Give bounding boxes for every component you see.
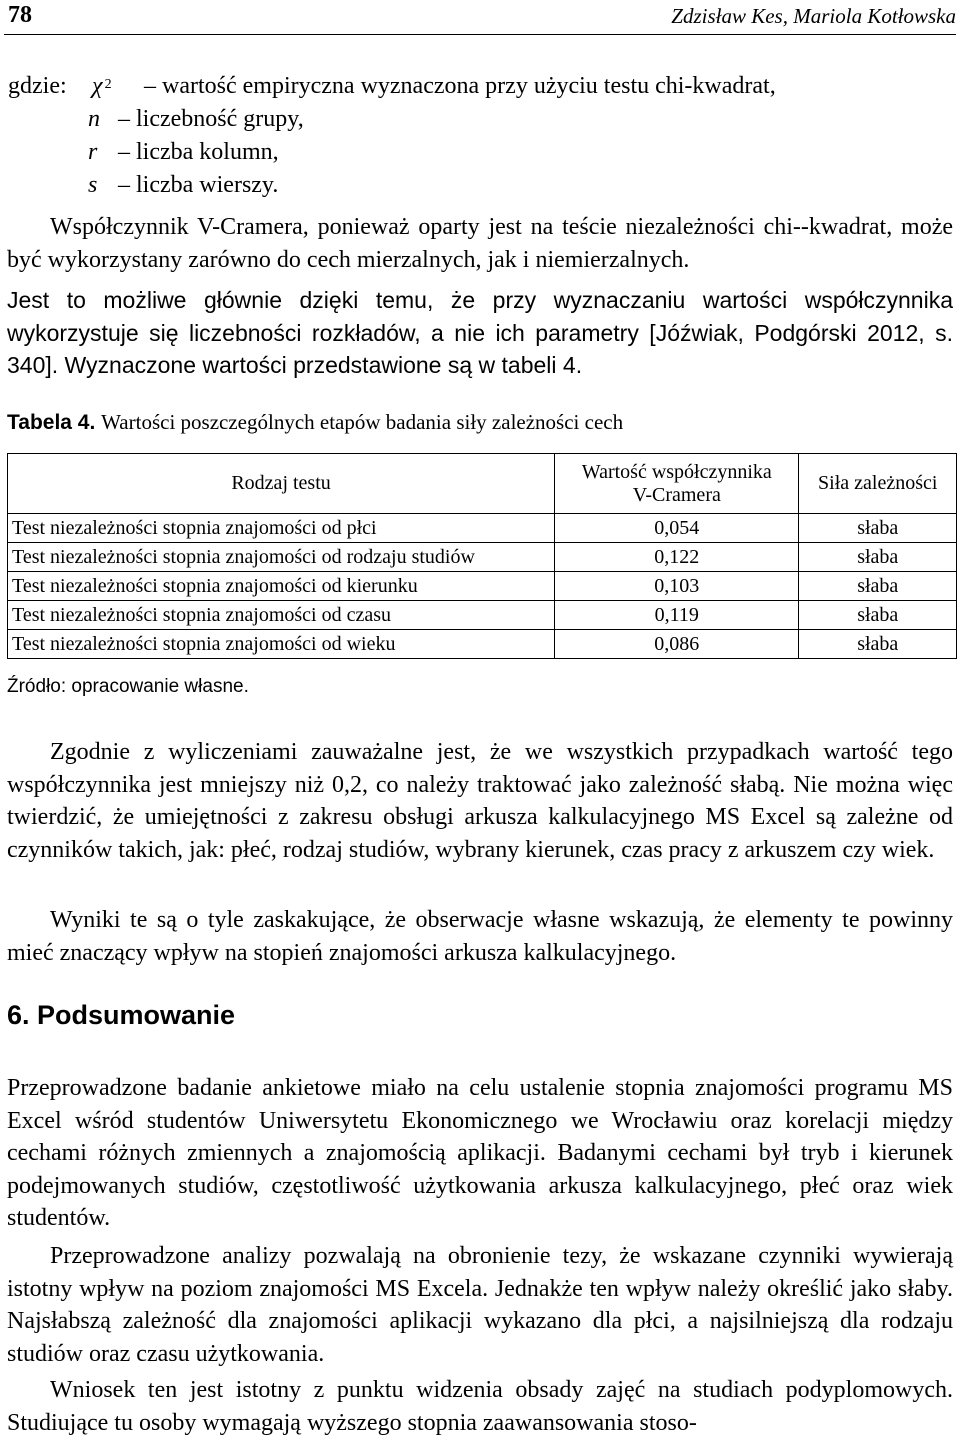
table-row — [8, 543, 957, 572]
cell-value: 0,119 — [555, 601, 799, 630]
paragraph-summary-3: Wniosek ten jest istotny z punktu widzenia obsady zajęć na studiach podyplomowych. Studiujące tu osoby wymagają wyższego stopnia zaawansowania stoso- — [7, 1377, 953, 1436]
cell-strength: słaba — [799, 514, 957, 543]
page-number: 78 — [8, 2, 32, 28]
table-caption-label: Tabela 4. — [7, 411, 96, 434]
definition-symbol: s — [88, 172, 98, 198]
paragraph-conclusion-1: Zgodnie z wyliczeniami zauważalne jest, że we wszystkich przypadkach wartość tego współczynnika jest mniejszy niż 0,2, co należy traktować jako zależność słabą. Nie można więc twierdzić, że umiejętności z zakresu obsługi arkusza kalkulacyjnego MS Excel są zależne od czynników takich, jak: płeć, rodzaj studiów, wybrany kierunek, czas pracy z arkuszem czy wiek. — [7, 739, 953, 863]
paragraph-cramer-detail: Jest to możliwe głównie dzięki temu, że przy wyznaczaniu wartości współczynnika wykorzystuje się liczebności rozkładów, a nie ich parametry [Jóźwiak, Podgórski 2012, s. 340]. Wyznaczone wartości przedstawione są w tabeli 4. — [7, 287, 953, 378]
table-source: Źródło: opracowanie własne. — [7, 676, 249, 697]
definition-symbol: n — [88, 106, 100, 132]
header-strength: Siła zależności — [799, 454, 957, 514]
cell-value: 0,122 — [555, 543, 799, 572]
cell-test: Test niezależności stopnia znajomości od rodzaju studiów — [8, 543, 555, 572]
paragraph-conclusion-2: Wyniki te są o tyle zaskakujące, że obserwacje własne wskazują, że elementy te powinny mieć znaczący wpływ na stopień znajomości arkusza kalkulacyjnego. — [7, 907, 953, 966]
definition-symbol: r — [88, 139, 98, 165]
cell-value: 0,103 — [555, 572, 799, 601]
cell-test: Test niezależności stopnia znajomości od kierunku — [8, 572, 555, 601]
paragraph-cramer-intro: Współczynnik V-Cramera, ponieważ oparty jest na teście niezależności chi--kwadrat, może być wykorzystany zarówno do cech mierzalnych, jak i niemierzalnych. — [7, 214, 953, 273]
cell-test: Test niezależności stopnia znajomości od wieku — [8, 630, 555, 659]
table-row — [8, 630, 957, 659]
header-test-type: Rodzaj testu — [8, 454, 555, 514]
table-caption-text: Wartości poszczególnych etapów badania siły zależności cech — [101, 410, 624, 434]
table-row — [8, 572, 957, 601]
table-row — [8, 601, 957, 630]
cell-value: 0,086 — [555, 630, 799, 659]
cell-test: Test niezależności stopnia znajomości od płci — [8, 514, 555, 543]
table-row — [8, 514, 957, 543]
paragraph-summary-2: Przeprowadzone analizy pozwalają na obronienie tezy, że wskazane czynniki wywierają istotny wpływ na poziom znajomości MS Excela. Jednakże ten wpływ należy określić jako słaby. Najsłabszą zależność dla znajomości aplikacji wykazano dla płci, a najsilniejszą dla rodzaju studiów oraz czasu użytkowania. — [7, 1243, 953, 1367]
definitions-lead: gdzie: — [8, 73, 67, 99]
cell-test: Test niezależności stopnia znajomości od czasu — [8, 601, 555, 630]
cell-strength: słaba — [799, 543, 957, 572]
definition-text: – liczba wierszy. — [118, 172, 279, 198]
cell-value: 0,054 — [555, 514, 799, 543]
definition-superscript: 2 — [104, 77, 112, 92]
paragraph-summary-1: Przeprowadzone badanie ankietowe miało na celu ustalenie stopnia znajomości programu MS Excel wśród studentów Uniwersytetu Ekonomicznego we Wrocławiu oraz korelacji między cechami różnych zmiennych a znajomością aplikacji. Badanymi cechami był tryb i kierunek podejmowanych studiów, częstotliwość użytkowania arkusza kalkulacyjnego, płeć oraz wiek studentów. — [7, 1075, 953, 1231]
header-coefficient-line2: V-Cramera — [632, 483, 721, 506]
definition-text: – liczebność grupy, — [118, 106, 304, 132]
definition-text: – liczba kolumn, — [118, 139, 279, 165]
table-header-row — [8, 454, 957, 514]
running-header — [4, 0, 956, 35]
section-heading: 6. Podsumowanie — [7, 1000, 236, 1030]
header-coefficient-line1: Wartość współczynnika — [581, 460, 772, 483]
definition-symbol: χ $^2$ — [92, 73, 112, 99]
header-coefficient — [555, 454, 799, 514]
cell-strength: słaba — [799, 630, 957, 659]
cramer-table — [7, 453, 957, 659]
cell-strength: słaba — [799, 601, 957, 630]
cell-strength: słaba — [799, 572, 957, 601]
definition-text: – wartość empiryczna wyznaczona przy użyciu testu chi-kwadrat, — [144, 73, 776, 99]
table-caption — [7, 410, 623, 435]
running-authors: Zdzisław Kes, Mariola Kotłowska — [671, 4, 956, 28]
